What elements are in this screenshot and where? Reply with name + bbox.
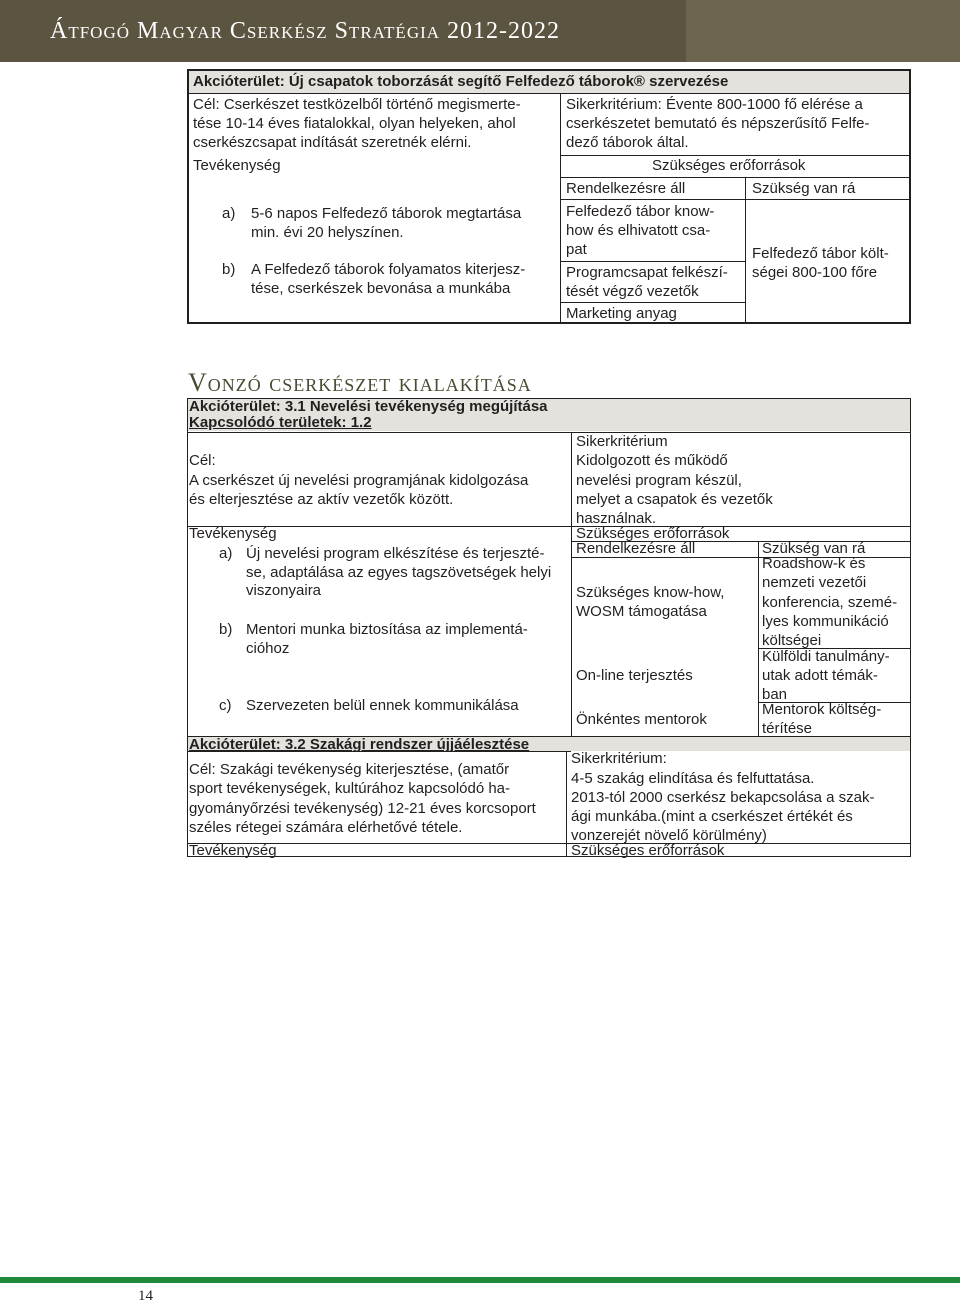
table2-success-line: nevelési program készül,	[576, 472, 742, 489]
table2-needed-item: költségei	[762, 632, 822, 649]
table2-activity-line: cióhoz	[246, 640, 290, 657]
table3-success-line: 4-5 szakág elindítása és felfuttatása.	[571, 770, 815, 787]
table1-divider	[560, 302, 745, 303]
table2-divider	[758, 541, 759, 737]
table2-needed-item: lyes kommunikáció	[762, 613, 889, 630]
table3-divider	[188, 843, 910, 844]
table1-available-item: Programcsapat felkészí-	[566, 264, 728, 281]
table2-goal-line: és elterjesztése az aktív vezetők között.	[189, 491, 454, 508]
table3-success-line: vonzerejét növelő körülmény)	[571, 827, 767, 844]
table3-goal-line: sport tevékenységek, kultúrához kapcsolódó ha-	[189, 780, 511, 797]
table1-available-item: how és elhivatott csa-	[566, 222, 711, 239]
table2-needed-item: Mentorok költség-	[762, 701, 882, 718]
table3-goal-line: széles rétegei számára elérhetővé tétele.	[189, 819, 463, 836]
table2-resources-label: Szükséges erőforrások	[576, 525, 730, 542]
section-title: Vonzó cserkészet kialakítása	[188, 368, 532, 397]
table2-goal-line: A cserkészet új nevelési programjának kidolgozása	[189, 472, 529, 489]
table2-divider	[188, 526, 910, 527]
table1-success-line: dező táborok által.	[566, 134, 689, 151]
table1-divider	[560, 199, 909, 200]
table3-goal-line: gyományőrzési tevékenység) 12-21 éves korcsoport	[189, 800, 536, 817]
table2-success-line: melyet a csapatok és vezetők	[576, 491, 773, 508]
table2-activity-line: viszonyaira	[246, 582, 322, 599]
table1-available-item: pat	[566, 241, 587, 258]
table3-success-line: ági munkába.(mint a cserkészet értékét és	[571, 808, 853, 825]
table1-divider	[560, 261, 745, 262]
table2-goal-line: Cél:	[189, 452, 216, 469]
table3-heading: Akcióterület: 3.2 Szakági rendszer újjáélesztése	[189, 736, 530, 753]
table1-success-line: cserkészetet bemutató és népszerűsítő Felfe-	[566, 115, 870, 132]
table2-activity-marker: c)	[219, 697, 232, 714]
table2-available-item: Szükséges know-how,	[576, 584, 725, 601]
page-header	[0, 0, 960, 62]
table2-needed-item: nemzeti vezetői	[762, 574, 867, 591]
table1-activity-label: Tevékenység	[193, 157, 281, 174]
table1-needed-line: Felfedező tábor költ-	[752, 245, 889, 262]
table1-divider	[189, 93, 909, 94]
table1-divider	[560, 177, 909, 178]
table2-activity-label: Tevékenység	[189, 525, 277, 542]
table3-resources-label: Szükséges erőforrások	[571, 842, 725, 859]
table1-resources-label: Szükséges erőforrások	[652, 157, 806, 174]
table2-success-line: Kidolgozott és működő	[576, 452, 728, 469]
table2-success-line: Sikerkritérium	[576, 433, 668, 450]
table2-needed-item: Külföldi tanulmány-	[762, 648, 890, 665]
table2-available-item: On-line terjesztés	[576, 667, 693, 684]
table2-heading: Akcióterület: 3.1 Nevelési tevékenység megújítása	[189, 398, 548, 415]
table1-activity-marker: b)	[222, 261, 236, 278]
table2-activity-marker: b)	[219, 621, 233, 638]
table1-available-item: Marketing anyag	[566, 305, 677, 322]
table1-divider	[560, 93, 561, 322]
table1-activity-line: min. évi 20 helyszínen.	[251, 224, 404, 241]
table1-available-item: tését végző vezetők	[566, 283, 699, 300]
table1-activity-line: 5-6 napos Felfedező táborok megtartása	[251, 205, 522, 222]
table2-activity-line: se, adaptálása az egyes tagszövetségek helyi	[246, 564, 552, 581]
table2-success-line: használnak.	[576, 510, 657, 527]
table1-goal-line: cserkészcsapat indítását szeretnék elérni.	[193, 134, 472, 151]
table1-divider	[560, 155, 909, 156]
table2-available-item: WOSM támogatása	[576, 603, 707, 620]
table1-needed-line: ségei 800-100 főre	[752, 264, 878, 281]
table2-needed-item: konferencia, szemé-	[762, 594, 898, 611]
page-number: 14	[138, 1288, 153, 1304]
table3-activity-label: Tevékenység	[189, 842, 277, 859]
footer-bar	[0, 1277, 960, 1283]
table1-activity-line: A Felfedező táborok folyamatos kiterjesz-	[251, 261, 526, 278]
header-accent	[686, 0, 960, 62]
table2-available-label: Rendelkezésre áll	[576, 540, 696, 557]
table1-heading: Akcióterület: Új csapatok toborzását segítő Felfedező táborok® szervezése	[193, 73, 729, 90]
table2-divider	[188, 432, 910, 433]
table3-divider	[566, 751, 567, 857]
table2-activity-line: Új nevelési program elkészítése és terjeszté-	[246, 545, 545, 562]
table2-divider	[571, 432, 572, 748]
table2-needed-item: ban	[762, 686, 788, 703]
table2-needed-item: Roadshow-k és	[762, 555, 866, 572]
table3-goal-line: Cél: Szakági tevékenység kiterjesztése, (amatőr	[189, 761, 510, 778]
table2-activity-line: Szervezeten belül ennek kommunikálása	[246, 697, 519, 714]
table3-divider	[188, 751, 571, 752]
table1-goal-line: Cél: Cserkészet testközelből történő megismerte-	[193, 96, 521, 113]
table2-available-item: Önkéntes mentorok	[576, 711, 707, 728]
table1-goal-line: tése 10-14 éves fiatalokkal, olyan helyeken, ahol	[193, 115, 516, 132]
table2-related-areas: Kapcsolódó területek: 1.2	[189, 414, 372, 431]
table2-activity-line: Mentori munka biztosítása az implementá-	[246, 621, 528, 638]
document-title: Átfogó Magyar Cserkész Stratégia 2012-2022	[50, 18, 561, 44]
table2-needed-item: utak adott témák-	[762, 667, 878, 684]
table3-success-line: Sikerkritérium:	[571, 750, 667, 767]
table2-needed-label: Szükség van rá	[762, 540, 866, 557]
table1-activity-line: tése, cserkészek bevonása a munkába	[251, 280, 511, 297]
table2-needed-item: térítése	[762, 720, 813, 737]
table1-available-item: Felfedező tábor know-	[566, 203, 715, 220]
table1-activity-marker: a)	[222, 205, 236, 222]
table1-needed-label: Szükség van rá	[752, 180, 856, 197]
table1-available-label: Rendelkezésre áll	[566, 180, 686, 197]
table2-activity-marker: a)	[219, 545, 233, 562]
table3-success-line: 2013-tól 2000 cserkész bekapcsolása a szak-	[571, 789, 875, 806]
table1-success-line: Sikerkritérium: Évente 800-1000 fő elérése a	[566, 96, 863, 113]
